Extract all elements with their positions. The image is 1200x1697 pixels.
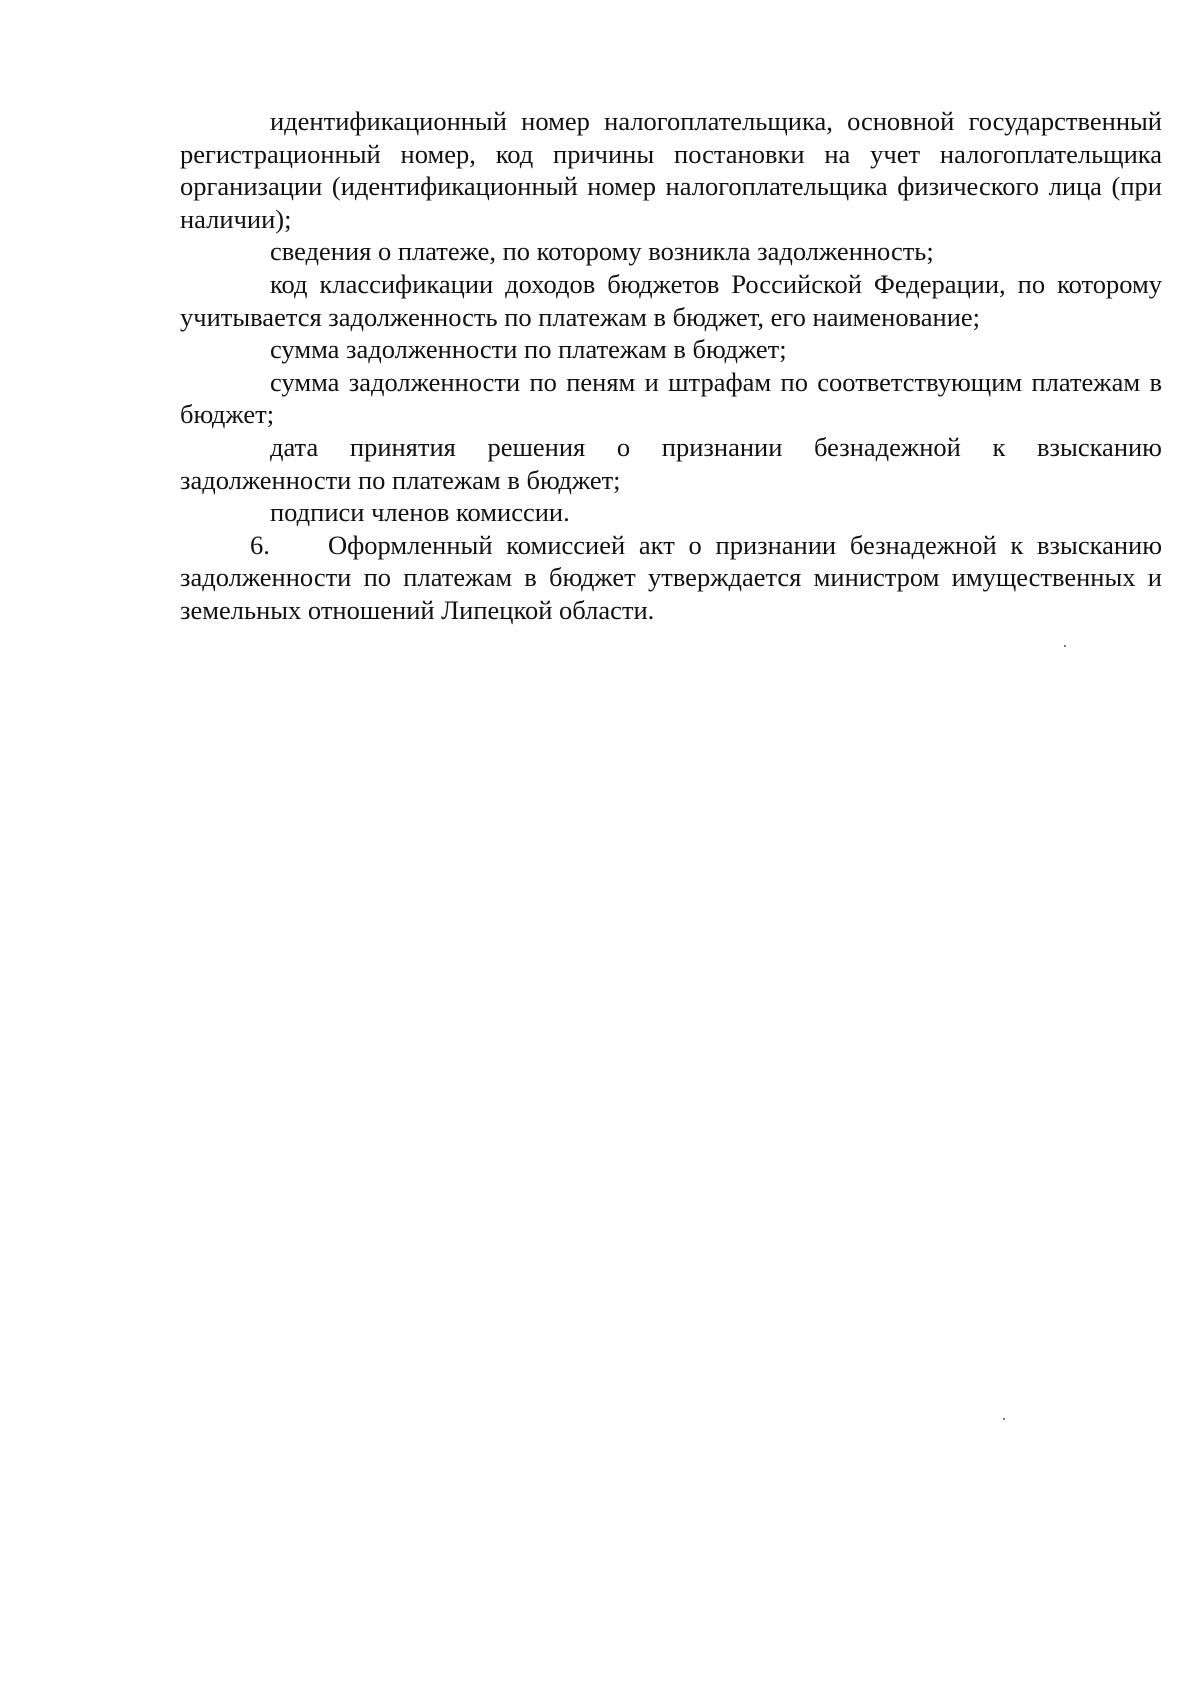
paragraph-budget-code: код классификации доходов бюджетов Российской Федерации, по которому учитывается задолженность по платежам в бюджет, его наименование; [180,268,1162,332]
scan-speck [1064,645,1066,647]
paragraph-signatures: подписи членов комиссии. [270,497,570,528]
paragraph-debt-amount: сумма задолженности по платежам в бюджет; [270,334,787,365]
paragraph-payment-info: сведения о платеже, по которому возникла задолженность; [270,236,934,267]
document-body [180,105,1162,627]
scan-speck [1003,1418,1005,1420]
paragraph-penalty-amount: сумма задолженности по пеням и штрафам по соответствующим платежам в бюджет; [180,366,1162,430]
item-text: Оформленный комиссией акт о признании безнадежной к взысканию задолженности по платежам в бюджет утверждается министром имущественных и земельных отношений Липецкой области. [180,529,1162,625]
paragraph-decision-date: дата принятия решения о признании безнадежной к взысканию задолженности по платежам в бюджет; [180,431,1162,495]
item-number: 6. [250,529,270,560]
paragraph-taxpayer-ids: идентификационный номер налогоплательщика, основной государственный регистрационный номер, код причины постановки на учет налогоплательщика организации (идентификационный номер налогоплательщика физического лица (при наличии); [180,106,1162,234]
numbered-item-6 [180,529,1162,627]
